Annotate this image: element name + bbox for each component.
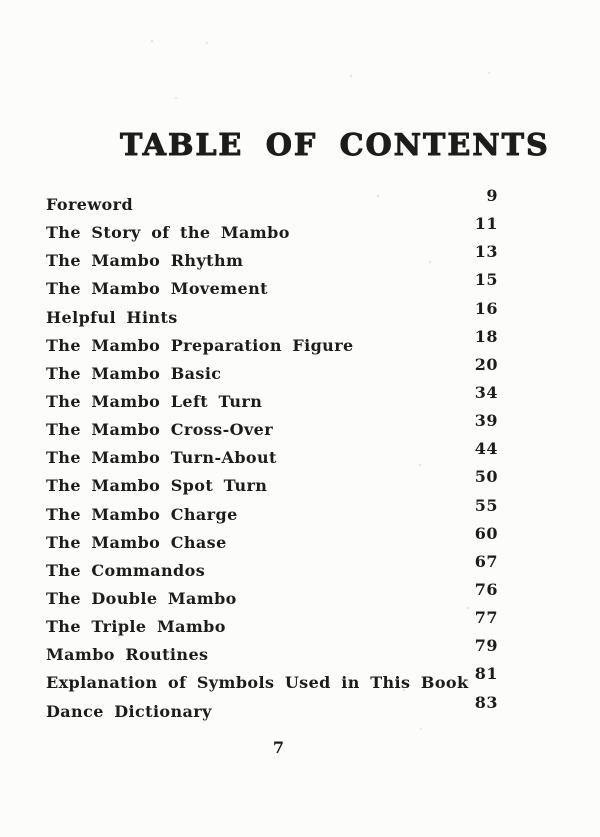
toc-entry-label: The Mambo Rhythm [46, 251, 244, 271]
toc-entry [46, 326, 498, 360]
toc-entry [46, 551, 498, 585]
toc-entry-label: The Mambo Cross-Over [46, 420, 274, 440]
toc-entry-page-number: 34 [474, 382, 498, 402]
toc-entry-label: Mambo Routines [46, 645, 209, 665]
toc-entry [46, 579, 498, 613]
toc-entry [46, 214, 498, 247]
toc-entry-page-number: 83 [474, 692, 498, 712]
toc-entry-page-number: 76 [474, 579, 498, 599]
toc-entry [46, 270, 498, 303]
toc-entry-page-number: 9 [486, 186, 498, 205]
toc-entry-label: The Double Mambo [46, 588, 237, 608]
toc-entry [46, 439, 498, 472]
toc-entry-label: Helpful Hints [46, 307, 178, 327]
toc-entry [46, 186, 498, 219]
toc-entry-page-number: 60 [474, 523, 498, 543]
toc-entry [46, 608, 498, 641]
toc-entry-page-number: 44 [474, 439, 498, 459]
toc-entry [46, 298, 498, 332]
toc-entry [46, 636, 498, 669]
toc-entry [46, 242, 498, 275]
toc-entry-label: The Mambo Spot Turn [46, 476, 268, 496]
toc-entry-label: The Mambo Movement [46, 279, 268, 299]
toc-entry-label: The Triple Mambo [46, 617, 226, 637]
toc-entry-label: The Mambo Turn-About [46, 448, 277, 468]
toc-entry-page-number: 18 [474, 326, 498, 346]
toc-entry-page-number: 39 [474, 411, 498, 431]
toc-entry [46, 411, 498, 444]
toc-entry-label: The Mambo Left Turn [46, 391, 263, 411]
toc-entry-page-number: 13 [474, 242, 498, 262]
toc-entry-label: The Mambo Charge [46, 504, 238, 524]
folio-page-number: 7 [272, 738, 285, 757]
toc-entry-page-number: 77 [474, 608, 498, 628]
toc-entry [46, 354, 498, 388]
toc-entry [46, 523, 498, 557]
toc-entry-label: The Mambo Chase [46, 532, 227, 552]
toc-entry-page-number: 16 [474, 298, 498, 318]
toc-entry [46, 382, 498, 416]
toc-entry-label: Explanation of Symbols Used in This Book [46, 673, 469, 693]
toc-entry-label: The Mambo Preparation Figure [46, 335, 354, 355]
toc-entry-label: The Mambo Basic [46, 363, 222, 383]
toc-list [46, 186, 498, 726]
toc-entry-page-number: 79 [474, 636, 498, 656]
page-title: TABLE OF CONTENTS [120, 128, 550, 163]
toc-entry-page-number: 55 [474, 495, 498, 515]
toc-entry-label: The Story of the Mambo [46, 223, 290, 243]
toc-entry-page-number: 81 [474, 664, 498, 684]
toc-entry [46, 692, 498, 726]
toc-entry [46, 495, 498, 529]
toc-entry [46, 664, 498, 697]
toc-entry-label: Foreword [46, 195, 134, 214]
toc-entry [46, 467, 498, 500]
toc-entry-label: The Commandos [46, 560, 206, 580]
toc-entry-page-number: 67 [474, 551, 498, 571]
toc-entry-page-number: 50 [474, 467, 498, 487]
toc-entry-page-number: 20 [474, 354, 498, 374]
toc-entry-label: Dance Dictionary [46, 701, 212, 721]
toc-entry-page-number: 15 [474, 270, 498, 290]
toc-entry-page-number: 11 [474, 214, 498, 234]
